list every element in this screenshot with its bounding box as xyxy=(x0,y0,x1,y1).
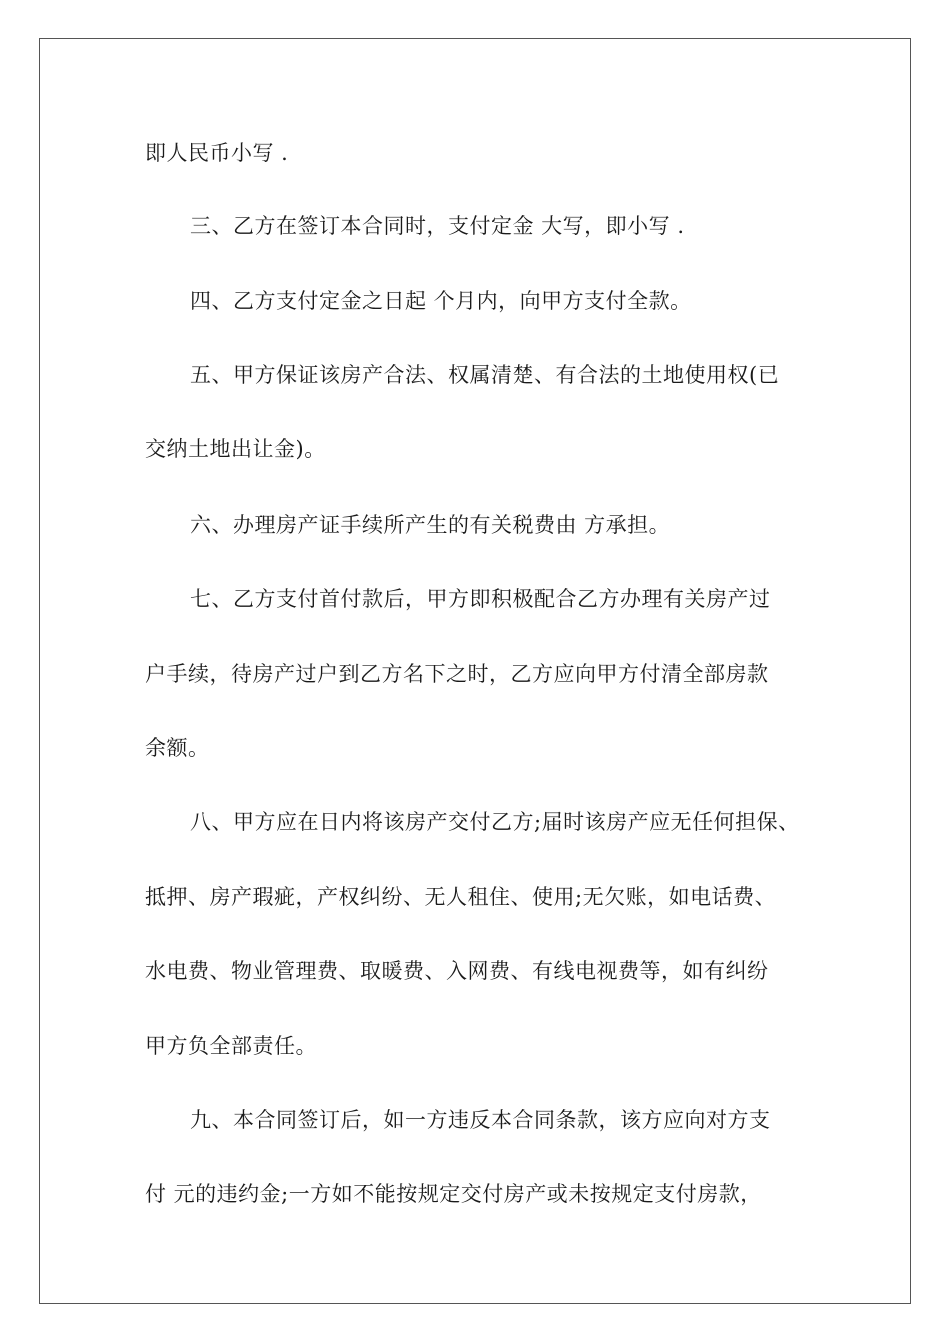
clause-7: 七、乙方支付首付款后，甲方即积极配合乙方办理有关房产过 xyxy=(190,587,771,611)
clause-4: 四、乙方支付定金之日起 个月内，向甲方支付全款。 xyxy=(190,289,692,313)
text-line: 即人民币小写 . xyxy=(145,141,289,165)
clause-9: 九、本合同签订后，如一方违反本合同条款，该方应向对方支 xyxy=(190,1108,771,1132)
clause-5: 五、甲方保证该房产合法、权属清楚、有合法的土地使用权(已 xyxy=(190,363,780,387)
text-line: 抵押、房产瑕疵，产权纠纷、无人租住、使用;无欠账，如电话费、 xyxy=(145,885,777,909)
text-line: 余额。 xyxy=(145,736,210,760)
text-line: 户手续，待房产过户到乙方名下之时，乙方应向甲方付清全部房款 xyxy=(145,662,769,686)
clause-8: 八、甲方应在日内将该房产交付乙方;届时该房产应无任何担保、 xyxy=(190,810,800,834)
text-line: 交纳土地出让金)。 xyxy=(145,437,326,461)
text-line: 水电费、物业管理费、取暖费、入网费、有线电视费等，如有纠纷 xyxy=(145,959,769,983)
clause-6: 六、办理房产证手续所产生的有关税费由 方承担。 xyxy=(190,513,671,537)
text-line: 付 元的违约金;一方如不能按规定交付房产或未按规定支付房款， xyxy=(145,1182,762,1206)
clause-3: 三、乙方在签订本合同时，支付定金 大写，即小写 . xyxy=(190,214,685,238)
text-line: 甲方负全部责任。 xyxy=(145,1034,317,1058)
